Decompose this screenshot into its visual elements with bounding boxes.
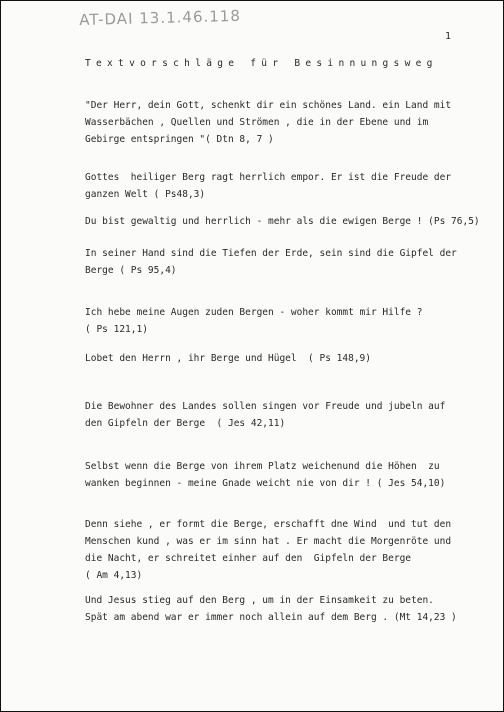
quote-ps-121-1: Ich hebe meine Augen zuden Bergen - woher kommt mir Hilfe ? ( Ps 121,1) bbox=[85, 307, 423, 335]
document-title: Textvorschläge für Besinnungsweg bbox=[85, 58, 438, 69]
quote-mt-14-23: Und Jesus stieg auf den Berg , um in der Einsamkeit zu beten. Spät am abend war er immer noch allein auf dem Berg . (Mt 14,23 ) bbox=[85, 595, 457, 623]
quote-jes-54-10: Selbst wenn die Berge von ihrem Platz weichenund die Höhen zu wanken beginnen - meine Gnade weicht nie von dir ! ( Jes 54,10) bbox=[85, 461, 446, 489]
quote-ps-148-9: Lobet den Herrn , ihr Berge und Hügel ( Ps 148,9) bbox=[85, 353, 371, 364]
quote-jes-42-11: Die Bewohner des Landes sollen singen vor Freude und jubeln auf den Gipfeln der Berge ( Jes 42,11) bbox=[85, 401, 446, 429]
archive-signature: AT-DAI 13.1.46.118 bbox=[79, 6, 242, 29]
quote-am-4-13: Denn siehe , er formt die Berge, erschafft dne Wind und tut den Menschen kund , was er im sinn hat . Er macht die Morgenröte und die Nacht, er schreitet einher auf den Gipfeln der Berge ( Am 4,13) bbox=[85, 519, 452, 581]
quote-ps-76-5: Du bist gewaltig und herrlich - mehr als die ewigen Berge ! (Ps 76,5) bbox=[85, 216, 480, 227]
page-number: 1 bbox=[445, 31, 452, 42]
quote-ps-48-3: Gottes heiliger Berg ragt herrlich empor. Er ist die Freude der ganzen Welt ( Ps48,3) bbox=[85, 172, 452, 200]
quote-dtn-8-7: "Der Herr, dein Gott, schenkt dir ein schönes Land. ein Land mit Wasserbächen , Quellen und Strömen , die in der Ebene und im Gebirge entspringen "( Dtn 8, 7 ) bbox=[85, 100, 452, 145]
quote-ps-95-4: In seiner Hand sind die Tiefen der Erde, sein sind die Gipfel der Berge ( Ps 95,4) bbox=[85, 248, 457, 276]
